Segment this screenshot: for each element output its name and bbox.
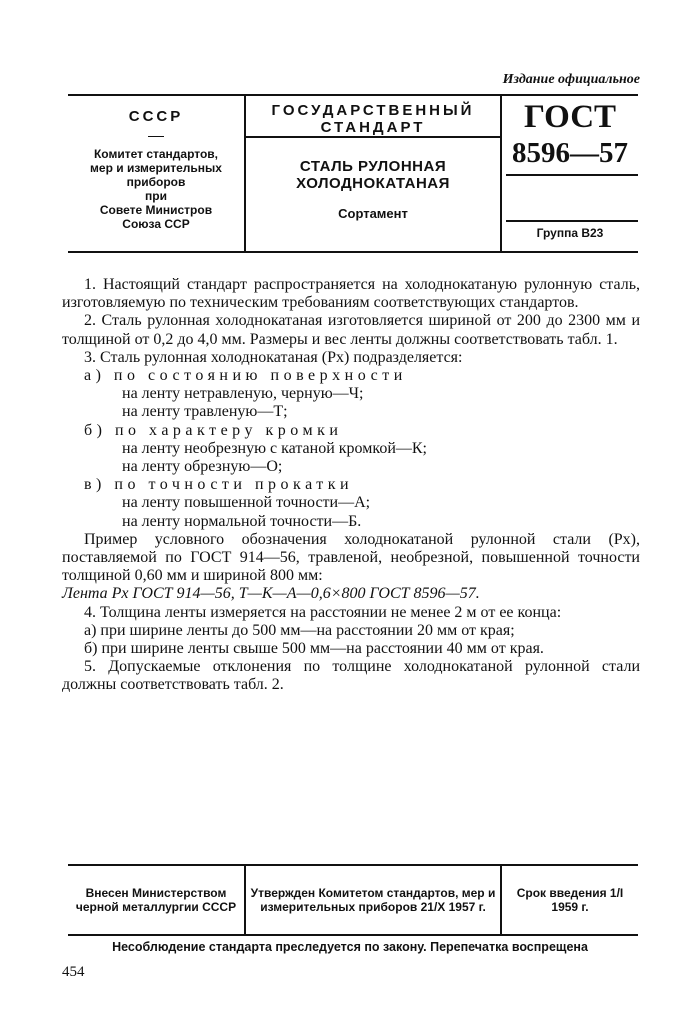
code-cell [502,96,638,251]
document-subtitle: Сортамент [338,206,408,221]
list-heading-surface [62,367,640,385]
list-item: на ленту нормальной точности—Б. [122,512,362,530]
edition-note: Издание официальное [502,72,640,87]
issuer-line: приборов [126,175,186,189]
list-item: на ленту повышенной точности—А; [122,494,371,512]
introduced-by: Внесен Министерством черной металлургии СССР [68,866,246,934]
footer-table [68,864,638,936]
paragraph-4: 4. Толщина ленты измеряется на расстоянии не менее 2 м от ее конца: [84,603,562,621]
legal-warning: Несоблюдение стандарта преследуется по закону. Перепечатка воспрещена [112,940,588,954]
standard-type-line: ГОСУДАРСТВЕННЫЙ [271,102,475,119]
approved-by: Утвержден Комитетом стандартов, мер и измерительных приборов 21/X 1957 г. [246,866,502,934]
group-code: Группа В23 [536,226,604,240]
standard-cell [246,96,502,251]
paragraph-3: 3. Сталь рулонная холоднокатаная (Рх) подразделяется: [84,348,463,366]
issuer-line: при [145,189,167,203]
issuer-line: мер и измерительных [90,161,222,175]
gost-number: 8596—57 [512,137,628,169]
document-body [62,276,640,695]
paragraph-1: 1. Настоящий стандарт распространяется на холоднокатаную рулонную сталь, изготовляемую по техническим требованиям соответствующих стандартов. [62,276,640,312]
list-heading-text: в) по точности прокатки [84,476,354,494]
paragraph-4a: а) при ширине ленты до 500 мм—на расстоянии 20 мм от края; [84,621,515,639]
code-divider [506,174,638,176]
paragraph-4b: б) при ширине ленты свыше 500 мм—на расстоянии 40 мм от края. [84,640,544,658]
list-heading-text: а) по состоянию поверхности [84,367,407,385]
gost-label: ГОСТ [523,99,617,135]
list-heading-edge [62,422,640,440]
code-divider [506,220,638,222]
issuer-country: СССР [128,108,184,125]
example-designation: Лента Рх ГОСТ 914—56, Т—К—А—0,6×800 ГОСТ 8596—57. [62,585,480,603]
effective-date: Срок введения 1/I 1959 г. [516,886,624,914]
page-number: 454 [62,964,85,980]
document-title-line: ХОЛОДНОКАТАНАЯ [296,175,450,192]
document-title-line: СТАЛЬ РУЛОННАЯ [299,158,447,175]
document-title [246,158,500,192]
paragraph-5: 5. Допускаемые отклонения по толщине холоднокатаной рулонной стали должны соответствовать табл. 2. [62,658,640,694]
list-item: на ленту обрезную—О; [122,458,283,476]
paragraph-2: 2. Сталь рулонная холоднокатаная изготовляется шириной от 200 до 2300 мм и толщиной от 0,2 до 4,0 мм. Размеры и вес ленты должны соответствовать табл. 1. [62,312,640,348]
list-item: на ленту травленую—Т; [122,403,288,421]
list-item: на ленту нетравленую, черную—Ч; [122,385,364,403]
issuer-cell [68,96,246,251]
standard-type [246,96,500,138]
example-intro: Пример условного обозначения холоднокатаной рулонной стали (Рх), поставляемой по ГОСТ 914—56, травленой, необрезной, повышенной точности толщиной 0,60 мм и шириной 800 мм: [62,530,640,585]
header-table [68,94,638,253]
issuer-line: Совете Министров [99,203,213,217]
list-heading-accuracy [62,476,640,494]
list-item: на ленту необрезную с катаной кромкой—К; [122,439,427,457]
issuer-line: Комитет стандартов, [93,147,219,161]
list-heading-text: б) по характеру кромки [84,421,343,439]
issuer-divider [148,136,164,137]
issuer-line: Союза ССР [122,217,190,231]
standard-type-line: СТАНДАРТ [320,119,426,136]
